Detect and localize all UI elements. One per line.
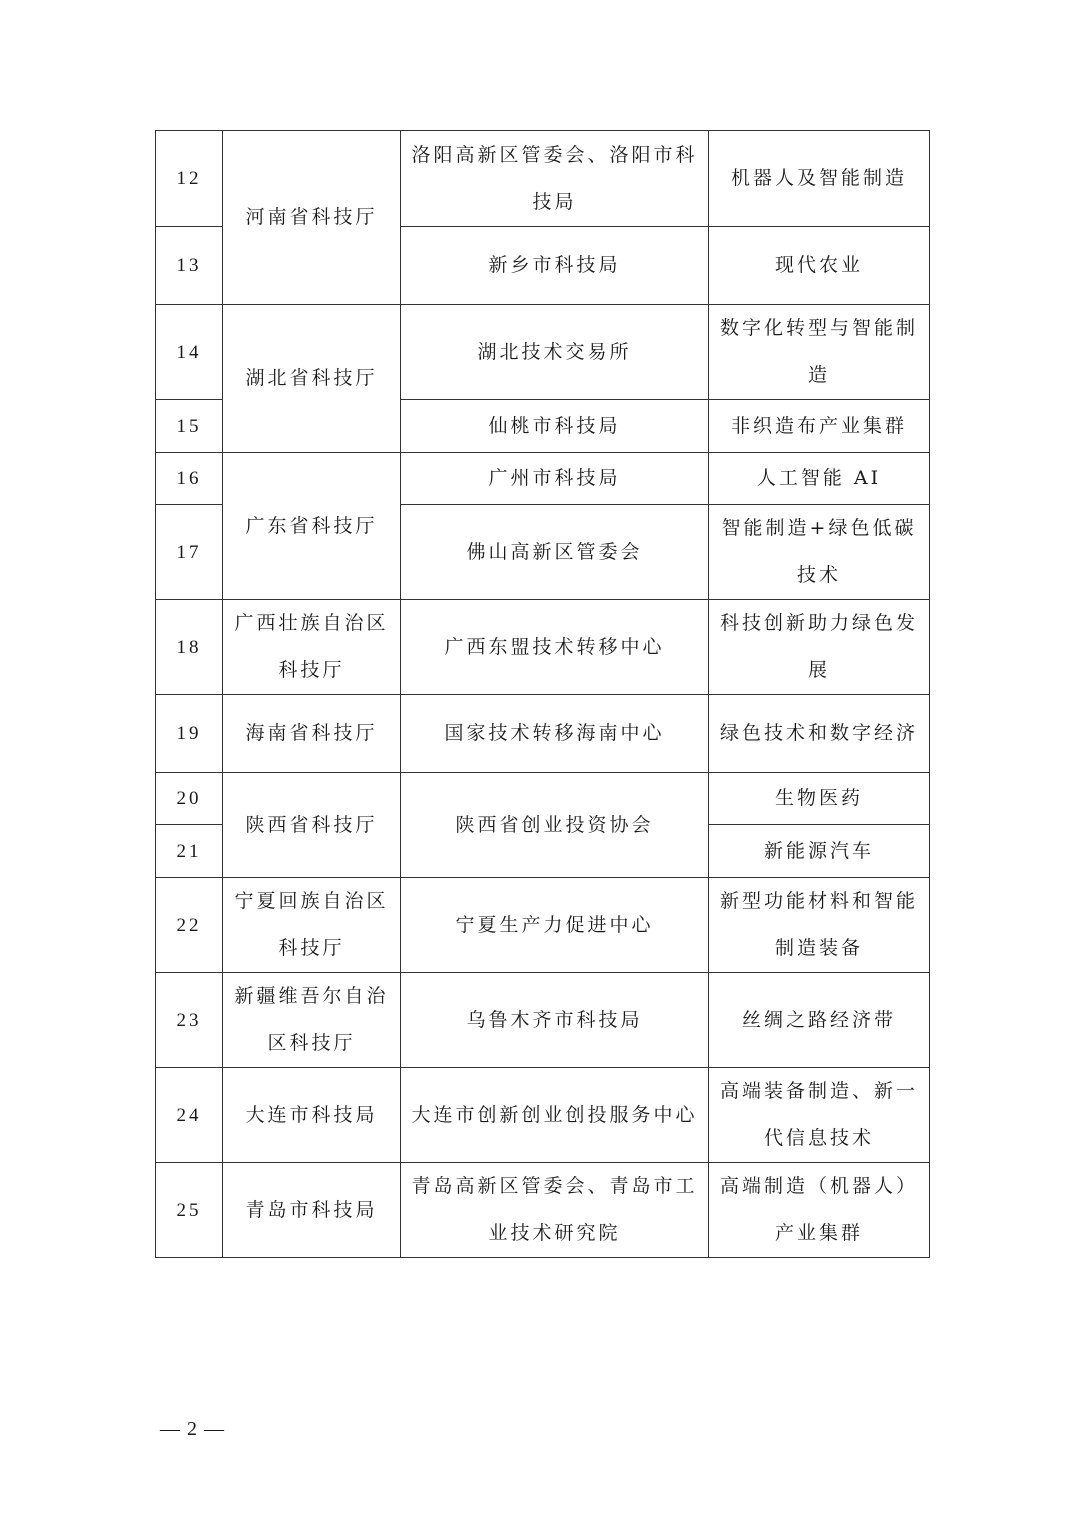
table-row	[156, 453, 930, 505]
unit-cell: 宁夏生产力促进中心	[401, 878, 709, 973]
row-number: 16	[156, 453, 223, 505]
field-cell: 机器人及智能制造	[709, 131, 930, 227]
field-cell: 新型功能材料和智能制造装备	[709, 878, 930, 973]
row-number: 25	[156, 1163, 223, 1258]
unit-cell: 湖北技术交易所	[401, 305, 709, 400]
table-row	[156, 878, 930, 973]
unit-cell: 佛山高新区管委会	[401, 505, 709, 600]
row-number: 20	[156, 773, 223, 825]
field-cell: 人工智能 AI	[709, 453, 930, 505]
field-cell: 新能源汽车	[709, 825, 930, 878]
field-cell: 生物医药	[709, 773, 930, 825]
organizer-cell: 湖北省科技厅	[223, 305, 401, 453]
row-number: 19	[156, 695, 223, 773]
row-number: 12	[156, 131, 223, 227]
field-cell: 非织造布产业集群	[709, 400, 930, 453]
organizer-cell: 陕西省科技厅	[223, 773, 401, 878]
organizer-cell: 广西壮族自治区科技厅	[223, 600, 401, 695]
table-row	[156, 305, 930, 400]
program-table	[155, 130, 930, 1258]
unit-cell: 广西东盟技术转移中心	[401, 600, 709, 695]
table-row	[156, 773, 930, 825]
table-row	[156, 600, 930, 695]
unit-cell: 广州市科技局	[401, 453, 709, 505]
unit-cell: 大连市创新创业创投服务中心	[401, 1068, 709, 1163]
row-number: 23	[156, 973, 223, 1068]
unit-cell: 新乡市科技局	[401, 227, 709, 305]
unit-cell: 国家技术转移海南中心	[401, 695, 709, 773]
organizer-cell: 广东省科技厅	[223, 453, 401, 600]
organizer-cell: 宁夏回族自治区科技厅	[223, 878, 401, 973]
row-number: 22	[156, 878, 223, 973]
row-number: 14	[156, 305, 223, 400]
unit-cell: 陕西省创业投资协会	[401, 773, 709, 878]
field-cell: 丝绸之路经济带	[709, 973, 930, 1068]
table-row	[156, 695, 930, 773]
organizer-cell: 青岛市科技局	[223, 1163, 401, 1258]
field-cell: 现代农业	[709, 227, 930, 305]
organizer-cell: 大连市科技局	[223, 1068, 401, 1163]
field-cell: 高端装备制造、新一代信息技术	[709, 1068, 930, 1163]
field-cell: 科技创新助力绿色发展	[709, 600, 930, 695]
row-number: 18	[156, 600, 223, 695]
organizer-cell: 海南省科技厅	[223, 695, 401, 773]
field-cell: 高端制造（机器人）产业集群	[709, 1163, 930, 1258]
organizer-cell: 河南省科技厅	[223, 131, 401, 305]
table-row	[156, 1068, 930, 1163]
table-row	[156, 973, 930, 1068]
row-number: 13	[156, 227, 223, 305]
field-cell: 智能制造+绿色低碳技术	[709, 505, 930, 600]
table-row	[156, 131, 930, 227]
row-number: 17	[156, 505, 223, 600]
unit-cell: 仙桃市科技局	[401, 400, 709, 453]
unit-cell: 乌鲁木齐市科技局	[401, 973, 709, 1068]
field-cell: 数字化转型与智能制造	[709, 305, 930, 400]
organizer-cell: 新疆维吾尔自治区科技厅	[223, 973, 401, 1068]
row-number: 21	[156, 825, 223, 878]
field-cell: 绿色技术和数字经济	[709, 695, 930, 773]
unit-cell: 青岛高新区管委会、青岛市工业技术研究院	[401, 1163, 709, 1258]
page-number: — 2 —	[160, 1418, 225, 1440]
unit-cell: 洛阳高新区管委会、洛阳市科技局	[401, 131, 709, 227]
table-row	[156, 1163, 930, 1258]
row-number: 24	[156, 1068, 223, 1163]
row-number: 15	[156, 400, 223, 453]
